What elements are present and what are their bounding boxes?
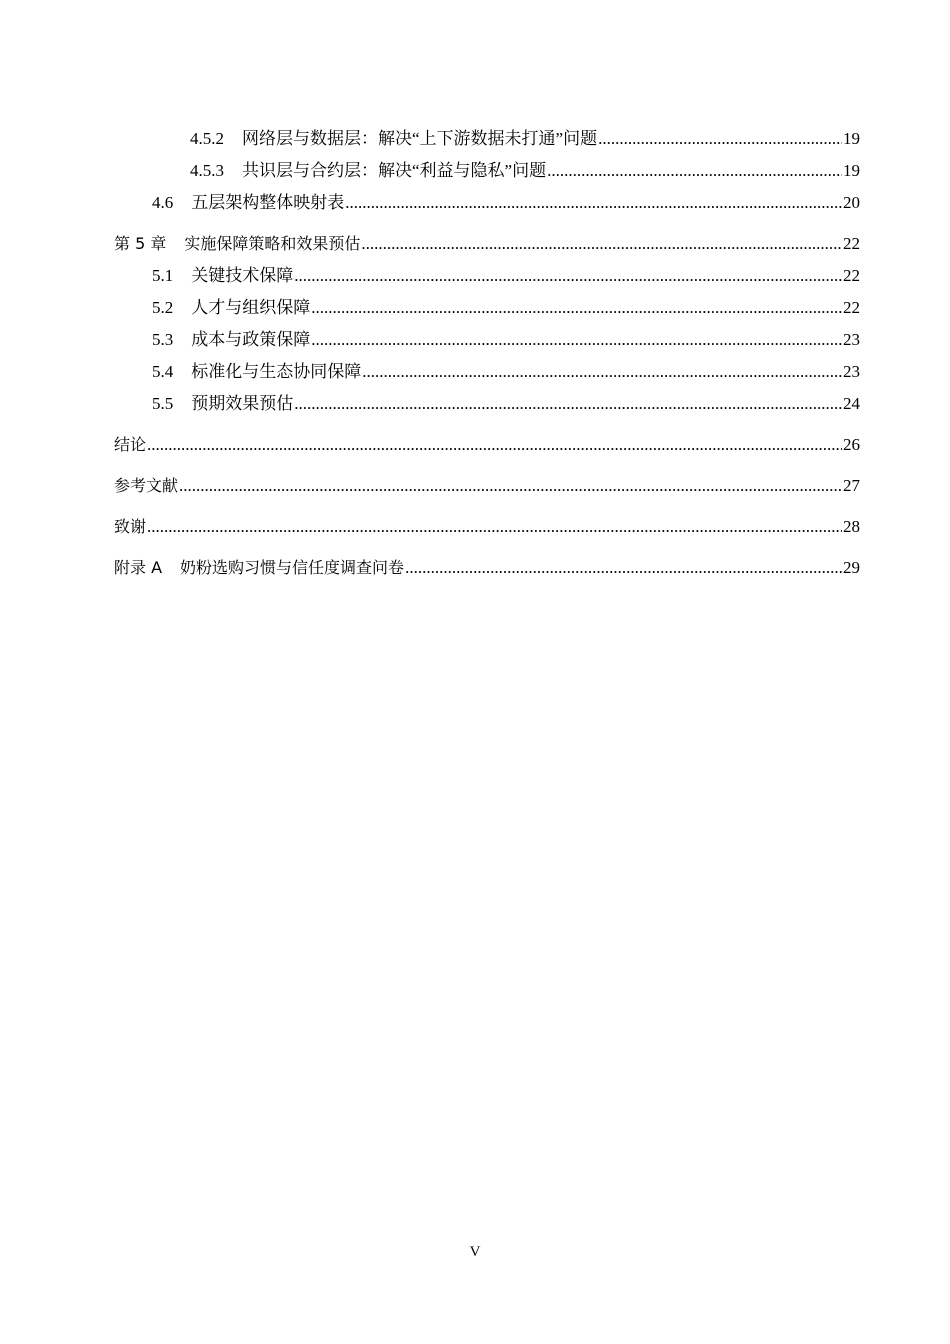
toc-leader-dots (361, 233, 842, 255)
toc-entry-number: 5.2 (152, 298, 174, 317)
toc-entry-references[interactable] (114, 456, 860, 497)
toc-entry-title: 人才与组织保障 (191, 298, 311, 317)
toc-entry-page: 29 (843, 558, 860, 577)
toc-entry-page: 27 (843, 476, 860, 495)
toc-entry-4-5-2[interactable] (114, 118, 860, 150)
page-number: V (469, 1244, 481, 1260)
toc-entry-title: 标准化与生态协同保障 (191, 362, 362, 381)
toc-entry-title: 预期效果预估 (191, 394, 294, 413)
toc-entry-page: 22 (843, 234, 860, 253)
toc-entry-5-1[interactable] (114, 255, 860, 287)
toc-leader-dots (405, 557, 842, 579)
toc-entry-chapter-5[interactable] (114, 214, 860, 255)
toc-entry-page: 20 (843, 193, 860, 212)
toc-entry-title: 关键技术保障 (191, 266, 294, 285)
toc-entry-4-5-3[interactable] (114, 150, 860, 182)
table-of-contents (114, 118, 860, 579)
toc-entry-number: 4.5.3 (190, 161, 224, 180)
toc-leader-dots (362, 361, 842, 383)
toc-entry-number: 附录 A (114, 558, 163, 577)
toc-leader-dots (179, 475, 842, 497)
toc-leader-dots (294, 265, 842, 287)
toc-leader-dots (598, 128, 842, 150)
toc-entry-4-6[interactable] (114, 182, 860, 214)
toc-entry-number: 5.3 (152, 330, 174, 349)
toc-entry-acknowledgements[interactable] (114, 497, 860, 538)
toc-entry-title: 成本与政策保障 (191, 330, 311, 349)
toc-entry-number: 5.1 (152, 266, 174, 285)
toc-entry-number: 4.6 (152, 193, 174, 212)
toc-leader-dots (294, 393, 842, 415)
toc-entry-title: 奶粉选购习惯与信任度调查问卷 (180, 558, 405, 577)
toc-leader-dots (311, 297, 842, 319)
toc-entry-title: 实施保障策略和效果预估 (184, 234, 361, 253)
toc-entry-page: 22 (843, 298, 860, 317)
toc-entry-number: 5.5 (152, 394, 174, 413)
toc-entry-5-4[interactable] (114, 351, 860, 383)
toc-leader-dots (311, 329, 842, 351)
toc-entry-page: 26 (843, 435, 860, 454)
toc-leader-dots (547, 160, 842, 182)
toc-entry-number: 4.5.2 (190, 129, 224, 148)
toc-entry-5-2[interactable] (114, 287, 860, 319)
toc-entry-page: 23 (843, 362, 860, 381)
toc-entry-title: 参考文献 (114, 476, 179, 495)
toc-entry-page: 23 (843, 330, 860, 349)
toc-entry-page: 19 (843, 161, 860, 180)
toc-leader-dots (345, 192, 842, 214)
toc-entry-5-5[interactable] (114, 383, 860, 415)
toc-entry-page: 22 (843, 266, 860, 285)
toc-entry-5-3[interactable] (114, 319, 860, 351)
toc-leader-dots (147, 516, 842, 538)
toc-entry-page: 24 (843, 394, 860, 413)
toc-entry-title: 网络层与数据层：解决“上下游数据未打通”问题 (242, 129, 598, 148)
toc-entry-title: 共识层与合约层：解决“利益与隐私”问题 (242, 161, 547, 180)
toc-entry-conclusion[interactable] (114, 415, 860, 456)
toc-entry-page: 28 (843, 517, 860, 536)
toc-entry-number: 5.4 (152, 362, 174, 381)
toc-entry-page: 19 (843, 129, 860, 148)
toc-entry-number: 第 5 章 (114, 234, 167, 253)
toc-entry-title: 结论 (114, 435, 147, 454)
toc-entry-title: 五层架构整体映射表 (191, 193, 345, 212)
toc-entry-appendix-a[interactable] (114, 538, 860, 579)
toc-entry-title: 致谢 (114, 517, 147, 536)
toc-leader-dots (147, 434, 842, 456)
